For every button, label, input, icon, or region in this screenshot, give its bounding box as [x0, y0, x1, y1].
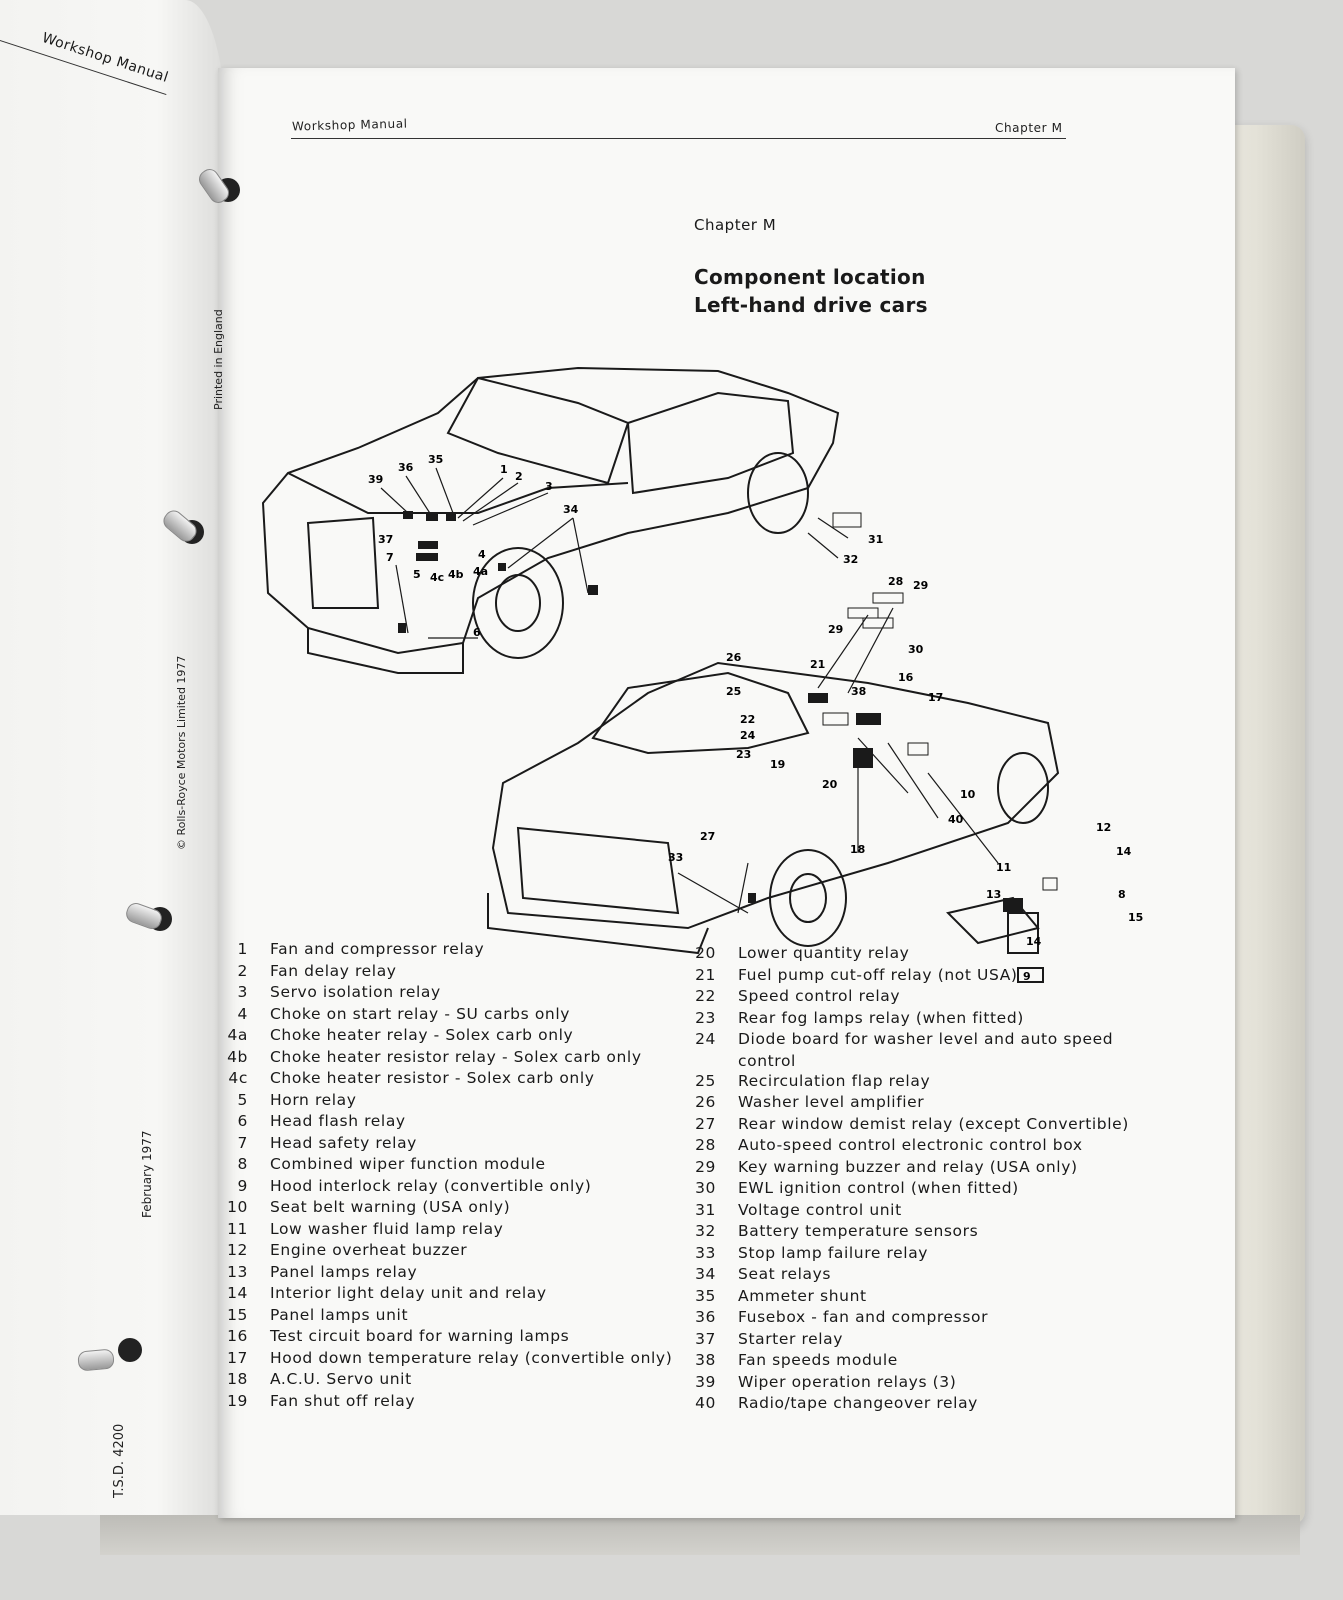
printed-in-england: Printed in England — [212, 309, 225, 410]
diagram-callout: 2 — [515, 470, 523, 483]
diagram-callout: 4a — [473, 565, 489, 578]
binder-hole — [118, 1338, 142, 1362]
diagram-callout: 10 — [960, 788, 976, 801]
component-item — [686, 1287, 1146, 1309]
component-item — [218, 1005, 668, 1027]
component-item — [218, 1327, 668, 1349]
component-description: Choke heater resistor - Solex carb only — [270, 1069, 595, 1087]
component-item — [686, 1136, 1146, 1158]
diagram-callout: 3 — [545, 480, 553, 493]
diagram-callout: 23 — [736, 748, 752, 761]
diagram-callout: 35 — [428, 453, 444, 466]
component-description: Choke on start relay - SU carbs only — [270, 1004, 571, 1023]
diagram-callout: 39 — [368, 473, 384, 486]
component-item — [218, 1263, 668, 1285]
component-number: 30 — [695, 1179, 716, 1197]
component-description: Diode board for washer level and auto speed — [738, 1030, 1114, 1048]
component-item — [686, 1009, 1146, 1031]
diagram-callout: 11 — [996, 861, 1012, 874]
component-description: Choke heater resistor relay - Solex carb only — [270, 1047, 642, 1066]
component-item — [218, 1348, 673, 1371]
component-item — [218, 1370, 668, 1392]
component-description: Auto-speed control electronic control box — [738, 1136, 1083, 1154]
binder-ring — [77, 1348, 115, 1371]
diagram-callout: 28 — [888, 575, 904, 588]
diagram-callout: 32 — [843, 553, 859, 566]
component-item — [686, 1093, 1146, 1115]
component-item — [686, 1394, 1146, 1416]
component-item — [686, 1373, 1146, 1395]
diagram-callout: 19 — [770, 758, 786, 771]
component-item — [686, 944, 1146, 966]
components-list-right — [686, 944, 1146, 1416]
header-left: Workshop Manual — [291, 116, 408, 134]
component-number: 4c — [228, 1069, 248, 1087]
left-page — [0, 0, 225, 1515]
diagram-callout: 14 — [1116, 845, 1132, 858]
component-description: Fan delay relay — [270, 961, 397, 980]
diagram-callout: 15 — [1128, 911, 1144, 924]
diagram-callout: 24 — [740, 729, 756, 742]
component-number: 17 — [227, 1348, 248, 1367]
component-description: Hood interlock relay (convertible only) — [270, 1176, 592, 1195]
diagram-callout: 40 — [948, 813, 964, 826]
diagram-callout: 18 — [850, 843, 866, 856]
component-description-continued: control — [738, 1051, 796, 1070]
diagram-callout: 31 — [868, 533, 884, 546]
component-item — [218, 1091, 668, 1113]
component-item — [218, 1198, 668, 1220]
chapter-label: Chapter M — [694, 216, 777, 234]
component-description: Horn relay — [270, 1090, 357, 1109]
component-item — [218, 1220, 668, 1242]
component-item — [686, 987, 1146, 1009]
component-description: Rear window demist relay (except Convertible) — [738, 1114, 1129, 1133]
diagram-callout: 22 — [740, 713, 756, 726]
component-item — [218, 1392, 668, 1414]
component-description: Fan speeds module — [738, 1351, 898, 1369]
diagram-callout: 6 — [473, 626, 481, 639]
component-description: Starter relay — [738, 1329, 844, 1348]
component-number: 13 — [227, 1262, 248, 1281]
component-number: 1 — [237, 940, 248, 958]
title-line-1: Component location — [694, 265, 926, 289]
component-number: 2 — [237, 961, 248, 980]
diagram-callout: 8 — [1118, 888, 1126, 901]
component-item — [686, 1244, 1146, 1266]
component-description: Test circuit board for warning lamps — [270, 1327, 570, 1345]
component-number: 9 — [237, 1176, 248, 1195]
component-number: 25 — [695, 1071, 716, 1090]
component-item — [686, 1179, 1146, 1201]
component-description: Radio/tape changeover relay — [738, 1394, 978, 1412]
component-description: Engine overheat buzzer — [270, 1241, 468, 1259]
component-number: 38 — [695, 1351, 716, 1369]
component-description: Speed control relay — [738, 987, 901, 1005]
component-item — [686, 1072, 1146, 1094]
diagram-callout: 12 — [1096, 821, 1112, 834]
component-item — [686, 1115, 1146, 1137]
diagram-callout: 34 — [563, 503, 579, 516]
component-description: Interior light delay unit and relay — [270, 1284, 547, 1302]
component-number: 11 — [227, 1219, 248, 1238]
diagram-callout: 36 — [398, 461, 414, 474]
page-shadow — [100, 1515, 1300, 1555]
component-number: 12 — [227, 1241, 248, 1259]
print-date: February 1977 — [140, 1130, 154, 1218]
component-number: 5 — [237, 1090, 248, 1109]
component-item — [218, 1284, 668, 1306]
component-item — [686, 1330, 1146, 1352]
diagram-callout: 20 — [822, 778, 838, 791]
component-item — [218, 1306, 668, 1328]
component-item — [218, 1134, 668, 1156]
component-description: Voltage control unit — [738, 1200, 902, 1219]
component-item — [218, 1155, 668, 1177]
component-item — [218, 1069, 668, 1091]
component-item — [218, 940, 668, 962]
component-description: Stop lamp failure relay — [738, 1243, 929, 1262]
component-item — [686, 1201, 1146, 1223]
component-number: 6 — [237, 1112, 248, 1130]
component-description: Fan and compressor relay — [270, 940, 485, 958]
component-description: Seat relays — [738, 1265, 832, 1283]
component-number: 21 — [695, 965, 716, 984]
component-description: Panel lamps relay — [270, 1262, 418, 1281]
component-item — [686, 1158, 1146, 1180]
component-number: 23 — [695, 1008, 716, 1027]
component-description: Washer level amplifier — [738, 1093, 925, 1111]
component-number: 7 — [237, 1133, 248, 1152]
component-number: 26 — [695, 1093, 716, 1111]
component-description: Fuel pump cut-off relay (not USA) — [738, 965, 1018, 984]
component-number: 33 — [695, 1243, 716, 1262]
component-description: Servo isolation relay — [270, 983, 441, 1001]
diagram-callout: 37 — [378, 533, 394, 546]
component-description: Fan shut off relay — [270, 1391, 416, 1410]
component-number: 31 — [695, 1200, 716, 1219]
component-number: 14 — [227, 1284, 248, 1302]
diagram-callout: 33 — [668, 851, 684, 864]
component-number: 18 — [227, 1370, 248, 1388]
diagram-callout: 16 — [898, 671, 914, 684]
component-description: Key warning buzzer and relay (USA only) — [738, 1157, 1078, 1176]
component-number: 3 — [237, 983, 248, 1001]
component-number: 16 — [227, 1327, 248, 1345]
component-number: 22 — [695, 987, 716, 1005]
copyright-notice: © Rolls-Royce Motors Limited 1977 — [175, 655, 188, 850]
component-item — [218, 1048, 668, 1070]
component-diagram — [248, 353, 1148, 993]
component-number: 36 — [695, 1308, 716, 1326]
component-number: 19 — [227, 1391, 248, 1410]
component-number: 24 — [695, 1030, 716, 1048]
component-number: 29 — [695, 1157, 716, 1176]
component-item — [686, 1351, 1146, 1373]
title-line-2: Left-hand drive cars — [694, 293, 928, 317]
component-number: 27 — [695, 1114, 716, 1133]
component-number: 28 — [695, 1136, 716, 1154]
component-number: 15 — [227, 1305, 248, 1324]
component-number: 37 — [695, 1329, 716, 1348]
diagram-callout: 30 — [908, 643, 924, 656]
component-description: Battery temperature sensors — [738, 1222, 979, 1240]
component-description: Recirculation flap relay — [738, 1071, 931, 1090]
component-description: Low washer fluid lamp relay — [270, 1219, 504, 1238]
manual-page — [218, 68, 1235, 1518]
component-number: 10 — [227, 1198, 248, 1216]
component-description: Combined wiper function module — [270, 1155, 546, 1173]
component-number: 4a — [227, 1026, 248, 1044]
diagram-callout: 29 — [828, 623, 844, 636]
header-rule — [291, 138, 1066, 139]
diagram-callout: 4c — [430, 571, 445, 584]
component-number: 4 — [237, 1004, 248, 1023]
left-page-header: Workshop Manual — [40, 30, 171, 86]
diagram-callout: 21 — [810, 658, 826, 671]
component-number: 20 — [695, 944, 716, 962]
component-description: Rear fog lamps relay (when fitted) — [738, 1008, 1024, 1027]
component-number: 32 — [695, 1222, 716, 1240]
diagram-callout: 14 — [1026, 935, 1042, 948]
diagram-callout: 5 — [413, 568, 421, 581]
diagram-callout: 1 — [500, 463, 508, 476]
component-description: EWL ignition control (when fitted) — [738, 1179, 1019, 1197]
component-number: 39 — [695, 1372, 716, 1391]
component-description: Panel lamps unit — [270, 1305, 409, 1324]
component-description: Head safety relay — [270, 1133, 417, 1152]
component-description: Choke heater relay - Solex carb only — [270, 1026, 574, 1044]
component-number: 35 — [695, 1286, 716, 1305]
diagram-callout: 9 — [1023, 970, 1031, 983]
page-title — [694, 263, 928, 319]
component-description: Ammeter shunt — [738, 1286, 867, 1305]
component-description: A.C.U. Servo unit — [270, 1370, 412, 1388]
component-description: Hood down temperature relay (convertible only) — [270, 1348, 673, 1367]
tsd-number: T.S.D. 4200 — [112, 1423, 127, 1498]
component-item — [686, 1308, 1146, 1330]
component-item — [686, 1265, 1146, 1287]
diagram-callout: 38 — [851, 685, 867, 698]
component-item — [218, 983, 668, 1005]
component-number: 4b — [227, 1047, 248, 1066]
component-number: 8 — [237, 1155, 248, 1173]
component-item-continuation — [686, 1052, 1146, 1072]
diagram-callout: 7 — [386, 551, 394, 564]
component-description: Lower quantity relay — [738, 944, 910, 962]
diagram-callout: 26 — [726, 651, 742, 664]
diagram-callout: 4 — [478, 548, 486, 561]
diagram-callout: 4b — [448, 568, 464, 581]
component-item — [686, 1222, 1146, 1244]
header-right: Chapter M — [995, 121, 1063, 135]
component-description: Seat belt warning (USA only) — [270, 1198, 511, 1216]
component-item — [218, 1026, 668, 1048]
component-item — [686, 1030, 1146, 1052]
diagram-callout: 13 — [986, 888, 1002, 901]
component-description: Head flash relay — [270, 1112, 406, 1130]
component-item — [686, 966, 1146, 988]
diagram-callout: 27 — [700, 830, 716, 843]
components-list-left — [218, 940, 673, 1413]
component-item — [218, 1112, 668, 1134]
component-number: 34 — [695, 1265, 716, 1283]
component-description: Wiper operation relays (3) — [738, 1372, 957, 1391]
diagram-callout: 29 — [913, 579, 929, 592]
component-item — [218, 1241, 668, 1263]
component-item — [218, 962, 668, 984]
diagram-callout: 25 — [726, 685, 742, 698]
component-number: 40 — [695, 1394, 716, 1412]
diagram-callout: 17 — [928, 691, 944, 704]
component-description: Fusebox - fan and compressor — [738, 1308, 989, 1326]
component-item — [218, 1177, 668, 1199]
